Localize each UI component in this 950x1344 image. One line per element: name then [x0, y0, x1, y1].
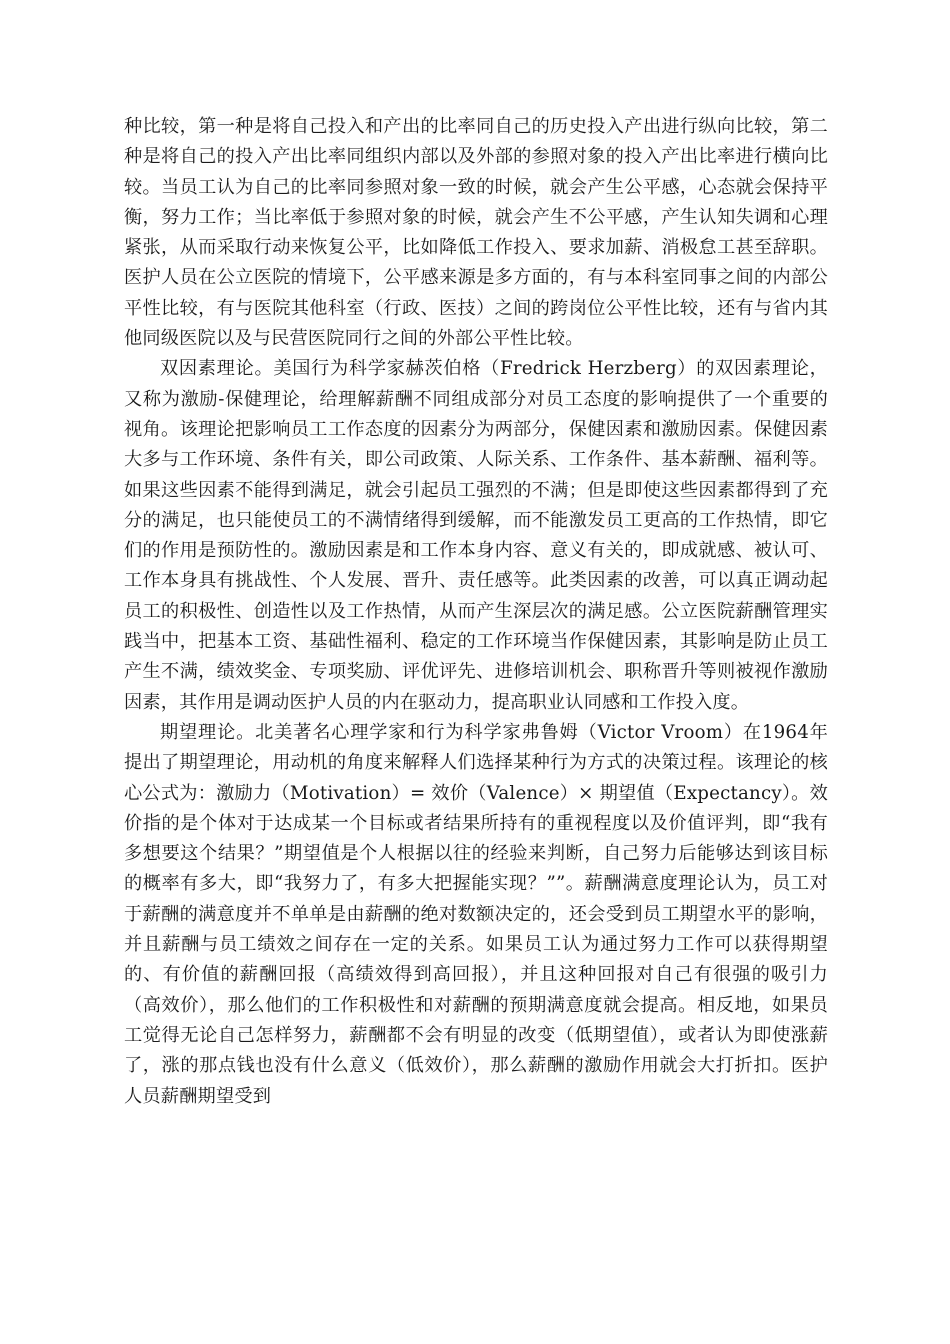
paragraph-expectancy-theory: 期望理论。北美著名心理学家和行为科学家弗鲁姆（Victor Vroom）在1964年提出了期望理论，用动机的角度来解释人们选择某种行为方式的决策过程。该理论的核心公式为：激励力（Motivation）= 效价（Valence）× 期望值（Expectancy）。效价指的是个体对于达成某一个目标或者结果所持有的重视程度以及价值评判，即“我有多想要这个结果？”期望值是个人根据以往的经验来判断，自己努力后能够达到该目标的概率有多大，即“我努力了，有多大把握能实现？””。薪酬满意度理论认为，员工对于薪酬的满意度并不单单是由薪酬的绝对数额决定的，还会受到员工期望水平的影响，并且薪酬与员工绩效之间存在一定的关系。如果员工认为通过努力工作可以获得期望的、有价值的薪酬回报（高绩效得到高回报），并且这种回报对自己有很强的吸引力（高效价），那么他们的工作积极性和对薪酬的预期满意度就会提高。相反地，如果员工觉得无论自己怎样努力，薪酬都不会有明显的改变（低期望值），或者认为即使涨薪了，涨的那点钱也没有什么意义（低效价），那么薪酬的激励作用就会大打折扣。医护人员薪酬期望受到	[124, 721, 828, 1107]
paragraph-equity-comparison: 种比较，第一种是将自己投入和产出的比率同自己的历史投入产出进行纵向比较，第二种是将自己的投入产出比率同组织内部以及外部的参照对象的投入产出比率进行横向比较。当员工认为自己的比率同参照对象一致的时候，就会产生公平感，心态就会保持平衡，努力工作；当比率低于参照对象的时候，就会产生不公平感，产生认知失调和心理紧张，从而采取行动来恢复公平，比如降低工作投入、要求加薪、消极怠工甚至辞职。医护人员在公立医院的情境下，公平感来源是多方面的，有与本科室同事之间的内部公平性比较，有与医院其他科室（行政、医技）之间的跨岗位公平性比较，还有与省内其他同级医院以及与民营医院同行之间的外部公平性比较。	[124, 116, 828, 350]
paragraph-two-factor-theory: 双因素理论。美国行为科学家赫茨伯格（Fredrick Herzberg）的双因素理论，又称为激励-保健理论，给理解薪酬不同组成部分对员工态度的影响提供了一个重要的视角。该理论把影响员工工作态度的因素分为两部分，保健因素和激励因素。保健因素大多与工作环境、条件有关，即公司政策、人际关系、工作条件、基本薪酬、福利等。如果这些因素不能得到满足，就会引起员工强烈的不满；但是即使这些因素都得到了充分的满足，也只能使员工的不满情绪得到缓解，而不能激发员工更高的工作热情，即它们的作用是预防性的。激励因素是和工作本身内容、意义有关的，即成就感、被认可、工作本身具有挑战性、个人发展、晋升、责任感等。此类因素的改善，可以真正调动起员工的积极性、创造性以及工作热情，从而产生深层次的满足感。公立医院薪酬管理实践当中，把基本工资、基础性福利、稳定的工作环境当作保健因素，其影响是防止员工产生不满，绩效奖金、专项奖励、评优评先、进修培训机会、职称晋升等则被视作激励因素，其作用是调动医护人员的内在驱动力，提高职业认同感和工作投入度。	[124, 358, 828, 713]
document-page	[124, 112, 828, 1112]
